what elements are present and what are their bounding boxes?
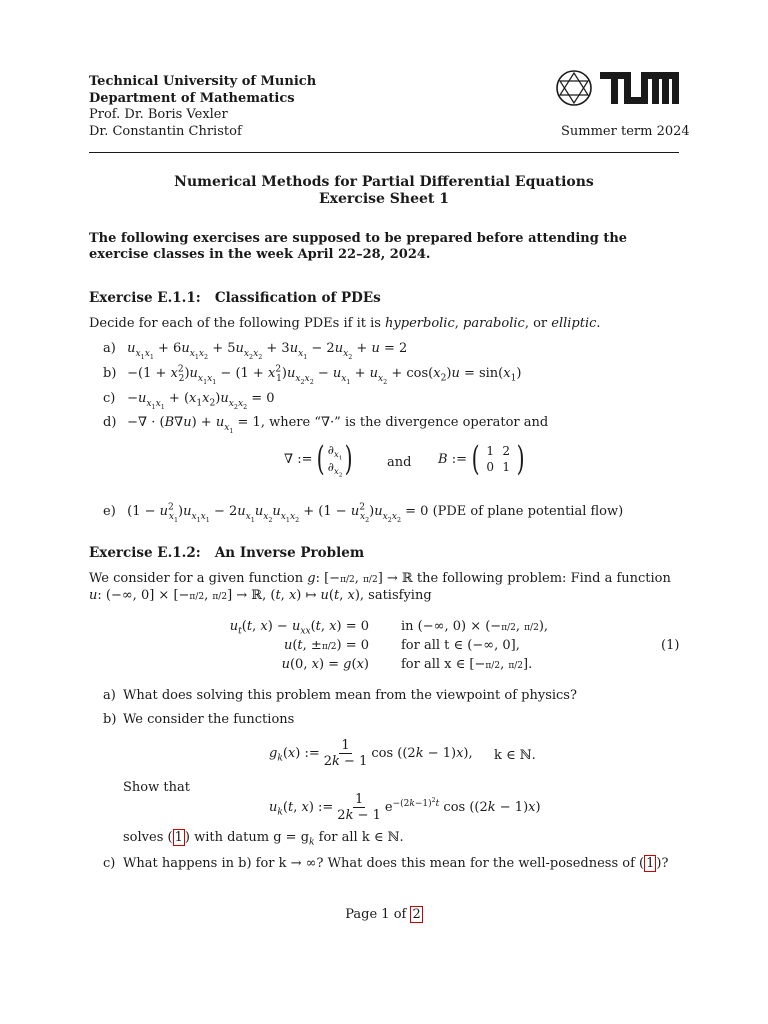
- k-in-n: k ∈ ℕ.: [494, 748, 536, 763]
- equation-ref-link[interactable]: 1: [174, 830, 183, 845]
- line1-pre: We consider for a given function: [89, 571, 308, 586]
- cond1-text: in (−∞, 0) × (−: [401, 619, 502, 634]
- show-that: Show that: [123, 780, 190, 795]
- intro-text: The following exercises are supposed to be prepared before attending the exercise classes in the week April 22–28, 2024.: [89, 231, 628, 262]
- item-label: d): [103, 415, 117, 430]
- solves-post: with datum g = g: [189, 830, 310, 845]
- solves-line: solves ( 1 ) with datum $g = g_k$ for all k ∈ ℕ.: [123, 830, 404, 848]
- uk-definition: $u_k(t$, x) := $\frac{1}{2k - 1}$ $e^{-(2k-1)^2t}$ cos ((2k − 1)x): [269, 792, 541, 823]
- item-label: c): [103, 856, 116, 871]
- solves-end: for all k ∈ ℕ.: [314, 830, 404, 845]
- question-c-end: ?: [661, 856, 669, 871]
- exercise-2-heading: Exercise E.1.2: An Inverse Problem: [89, 545, 365, 561]
- cond3-text: for all x ∈ [−: [401, 657, 486, 672]
- eq-cond-2: for all t ∈ (−∞, 0],: [401, 638, 520, 653]
- pde-d-tail: = 1, where “∇·” is the divergence operator and: [237, 415, 549, 430]
- eq-lhs-1: $u_t(t$, $x) - u_{xx}(t$, x) = 0: [229, 619, 369, 637]
- prompt-text: Decide for each of the following PDEs if it is: [89, 316, 386, 331]
- eq-cond-1: in (−∞, 0) × (−π/2, π/2),: [401, 619, 549, 634]
- sheet-title: Numerical Methods for Partial Differential Equations: [174, 174, 594, 190]
- item-label: a): [103, 341, 116, 356]
- item-label: b): [103, 366, 117, 381]
- sep: ,: [454, 316, 464, 331]
- item-label: a): [103, 688, 116, 703]
- pde-e: e) $(1 - u^2_{x_1})u_{x_1x_1} - 2u_{x_1}u_{x_2}u_{x_1x_2} + (1 - u^2_{x_2})u_{x_2x_2} = 0$ (PDE of plane potential flow): [103, 502, 624, 524]
- question-b: [103, 712, 294, 727]
- question-c: c) What happens in b) for k → ∞? What does this mean for the well-posedness of ( 1 )?: [103, 856, 669, 871]
- exercise-1-prompt: [89, 316, 601, 332]
- and-word: and: [387, 455, 412, 470]
- item-label: e): [103, 504, 116, 519]
- term-hyperbolic: hyperbolic: [385, 316, 455, 331]
- eq-cond-3: for all x ∈ [−π/2, π/2].: [401, 657, 533, 672]
- eq-lhs-3: u(0, x) = g(x): [281, 657, 369, 672]
- page-footer: [89, 907, 679, 923]
- question-a: [103, 688, 577, 703]
- university-name: Technical University of Munich: [89, 74, 317, 89]
- nabla-definition: ∇ := ( $\partial_{x_1}$ $\partial_{x_2}$ ): [284, 439, 354, 480]
- term-elliptic: elliptic: [551, 316, 597, 331]
- tum-logo: [554, 68, 680, 108]
- professor-name: Prof. Dr. Boris Vexler: [89, 107, 228, 122]
- header-rule: [89, 152, 679, 153]
- pde-b: $b) -(1 + x^2_2)u_{x_1x_1} - (1 + x^2_1)u_{x_2x_2} - u_{x_1} + u_{x_2} + \cos(x_2)u = \sin(x_1)$: [103, 364, 522, 386]
- doctor-name: Dr. Constantin Christof: [89, 123, 242, 139]
- line1-post: the following problem: Find a function: [416, 571, 671, 586]
- equation-ref-link-c[interactable]: 1: [646, 856, 655, 871]
- term-parabolic: parabolic: [463, 316, 525, 331]
- solves-pre: solves: [123, 830, 168, 845]
- page-label: Page 1 of: [345, 907, 411, 922]
- sep: , or: [524, 316, 552, 331]
- item-label: b): [103, 712, 117, 727]
- question-a-text: What does solving this problem mean from the viewpoint of physics?: [123, 688, 577, 703]
- department-name: Department of Mathematics: [89, 90, 295, 106]
- header-block: [89, 74, 316, 140]
- pde-c: $c) -u_{x_1x_1} + (x_1x_2)u_{x_2x_2} = 0$: [103, 391, 275, 411]
- page-total-link[interactable]: 2: [412, 907, 421, 922]
- question-b-text: We consider the functions: [123, 712, 295, 727]
- item-label: c): [103, 391, 116, 406]
- b-matrix: B := ( 1 2 0 1 ): [438, 439, 525, 479]
- line2-post: satisfying: [368, 588, 432, 603]
- pde-e-note: (PDE of plane potential flow): [432, 504, 624, 519]
- eq-number: (1): [661, 638, 680, 653]
- pde-a: a) $u_{x_1x_1} + 6u_{x_1x_2} + 5u_{x_2x_2} + 3u_{x_1} - 2u_{x_2} + u = 2$: [103, 341, 408, 361]
- question-c-text: What happens in b) for k → ∞? What does this mean for the well-posedness of: [123, 856, 640, 871]
- sep: .: [596, 316, 601, 331]
- pde-d: d) −∇ · $(B\nabla u) + u_{x_1} = 1$, where “∇·” is the divergence operator and: [103, 415, 549, 435]
- sheet-subtitle: Exercise Sheet 1: [319, 191, 449, 207]
- gk-definition: $g_k(x)$ := $\frac{1}{2k - 1}$ cos ((2k − 1)x),: [269, 738, 473, 769]
- term-label: Summer term 2024: [561, 124, 690, 139]
- exercise-1-heading: Exercise E.1.1: Classification of PDEs: [89, 290, 381, 306]
- eq-lhs-2: u(t, ±π/2) = 0: [283, 638, 369, 653]
- exercise-2-line1: We consider for a given function g: [−π/2, π/2] → ℝ the following problem: Find a function: [89, 571, 671, 586]
- exercise-2-line2: u: (−∞, 0] × [−π/2, π/2] → ℝ, (t, x) ↦ u(t, x), satisfying: [89, 588, 432, 603]
